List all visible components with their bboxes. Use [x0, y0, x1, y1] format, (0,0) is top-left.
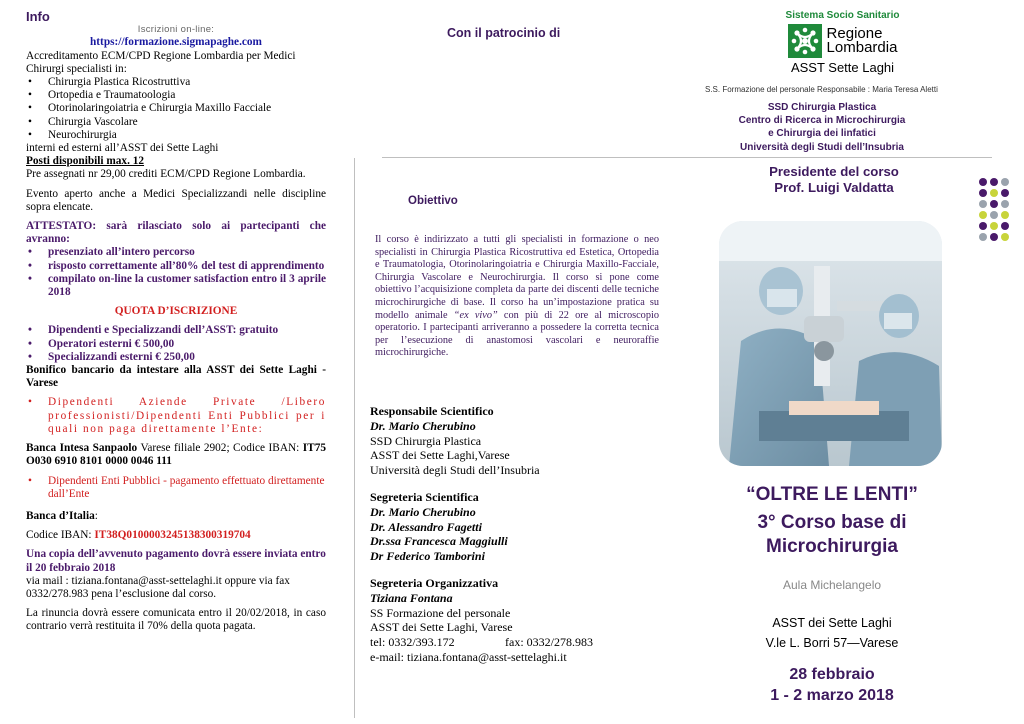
- segreteria-scientifica-name: Dr.ssa Francesca Maggiulli: [370, 534, 508, 549]
- course-dates: [712, 664, 952, 706]
- aula-label: Aula Michelangelo: [782, 578, 882, 592]
- decorative-dots-icon: [977, 176, 1017, 242]
- evento-text: Evento aperto anche a Medici Specializzandi nelle discipline sopra elencate.: [26, 187, 326, 213]
- segreteria-scientifica-name: Dr Federico Tamborini: [370, 549, 485, 564]
- info-title: Info: [26, 9, 50, 24]
- rinuncia-text: La rinuncia dovrà essere comunicata entro il 20/02/2018, in caso contrario verrà restituita il 70% della quota pagata.: [26, 607, 326, 633]
- course-subtitle-line: Microchirurgia: [766, 536, 898, 557]
- segreteria-organizzativa-block: [370, 576, 670, 665]
- iban-label: Codice IBAN:: [26, 529, 95, 542]
- banca-italia-colon: :: [94, 509, 98, 522]
- via-mail-text: via mail : tiziana.fontana@asst-settelaghi.it oppure via fax 0332/278.983 pena l’esclusione dal corso.: [26, 574, 290, 600]
- regione-logo-text: [827, 27, 898, 55]
- responsabile-name: Dr. Mario Cherubino: [370, 418, 476, 433]
- lombardia-word: Lombardia: [826, 39, 898, 56]
- venue-line: V.le L. Borri 57—Varese: [765, 636, 899, 650]
- copia-pagamento: Una copia dell’avvenuto pagamento dovrà essere inviata entro il 20 febbraio 2018: [26, 548, 326, 574]
- specialties-list: [26, 76, 326, 142]
- ssd-line: SSD Chirurgia Plastica: [767, 102, 877, 113]
- list-item: • Dipendenti Enti Pubblici - pagamento effettuato direttamente dall’Ente: [26, 475, 326, 501]
- responsabile-block: [370, 404, 670, 478]
- crediti-text: Pre assegnati nr 29,00 crediti ECM/CPD Regione Lombardia.: [26, 168, 306, 181]
- presidente-block: [744, 164, 924, 196]
- venue-block: [712, 613, 952, 653]
- list-item: • Neurochirurgia: [26, 129, 326, 142]
- quota-list: [26, 324, 326, 364]
- obiettivo-exvivo: “ex vivo”: [453, 309, 498, 321]
- banca-intesa-text: [26, 442, 326, 468]
- presidente-name: Prof. Luigi Valdatta: [774, 180, 894, 195]
- ssd-line: Centro di Ricerca in Microchirurgia: [738, 115, 906, 127]
- contacts-block: [370, 404, 670, 677]
- list-item: • Dipendenti e Specializzandi dell’ASST: gratuito: [26, 324, 326, 337]
- obiettivo-title: Obiettivo: [408, 195, 458, 207]
- divider-vertical: [354, 158, 355, 718]
- dip-private-list: [26, 396, 326, 436]
- segreteria-scientifica-name: Dr. Mario Cherubino: [370, 504, 476, 519]
- rosa-camuna-icon: [788, 24, 822, 58]
- bonifico-text: Bonifico bancario da intestare alla ASST dei Sette Laghi - Varese: [26, 364, 326, 390]
- phone-number: tel: 0332/393.172: [370, 635, 455, 650]
- course-subtitle-line: 3° Corso base di: [757, 512, 907, 533]
- interni-text: interni ed esterni all’ASST dei Sette Laghi: [26, 142, 219, 155]
- responsabile-title: Responsabile Scientifico: [370, 404, 494, 418]
- info-panel: [26, 10, 326, 634]
- responsabile-line: ASST dei Sette Laghi,Varese: [370, 448, 510, 463]
- banca-intesa-label: Banca Intesa Sanpaolo: [26, 442, 138, 455]
- list-item: • Operatori esterni € 500,00: [26, 338, 326, 351]
- dip-pubblici-list: [26, 475, 326, 501]
- segreteria-scientifica-title: Segreteria Scientifica: [370, 489, 479, 504]
- sistema-socio-sanitario: Sistema Socio Sanitario: [785, 10, 900, 21]
- registration-link[interactable]: https://formazione.sigmapaghe.com: [90, 36, 262, 49]
- segreteria-scientifica-block: [370, 490, 670, 564]
- date-line: 1 - 2 marzo 2018: [770, 687, 894, 704]
- segreteria-scientifica-name: Dr. Alessandro Fagetti: [370, 519, 482, 534]
- quota-title: QUOTA D’ISCRIZIONE: [114, 305, 238, 318]
- list-item: • compilato on-line la customer satisfaction entro il 3 aprile 2018: [26, 273, 326, 299]
- iscrizioni-label: Iscrizioni on-line:: [137, 24, 215, 36]
- list-item: • Specializzandi esterni € 250,00: [26, 351, 326, 364]
- regione-logo: [770, 24, 915, 58]
- posti-disponibili: Posti disponibili max. 12: [26, 155, 145, 168]
- segreteria-organizzativa-line: ASST dei Sette Laghi, Varese: [370, 620, 513, 635]
- ssd-line: Università degli Studi dell’Insubria: [740, 141, 904, 153]
- iban-intesa: IT75 O030 6910 8101 0000 0046 111: [26, 442, 326, 468]
- banca-italia-row: [26, 510, 326, 523]
- regione-word: Regione: [826, 25, 883, 42]
- ss-formazione-line: S.S. Formazione del personale Responsabile : Maria Teresa Aletti: [705, 85, 938, 94]
- segreteria-organizzativa-name: Tiziana Fontana: [370, 590, 453, 605]
- list-item: • Chirurgia Plastica Ricostruttiva: [26, 76, 326, 89]
- regione-lombardia-logo-block: [770, 10, 915, 75]
- patrocinio-label: Con il patrocinio di: [447, 26, 561, 40]
- responsabile-line: SSD Chirurgia Plastica: [370, 433, 482, 448]
- iban-italia: IT38Q0100003245138300319704: [94, 529, 251, 542]
- course-subtitle: [712, 511, 952, 559]
- obiettivo-text-1: Il corso è indirizzato a tutti gli specialisti in formazione o neo specialisti in Chirurgia Plastica Ricostruttiva ed Estetica, Ortopedia e Traumatologia, Otorinolaringoiatria e Chirurgia Maxillo-Facciale, Chirurgia Vascolare e Neurochirurgia. Il corso si pone come obiettivo l’acquisizione completa da parte dei discenti delle tecniche microchirurgiche di base. Il corso ha un’impostazione pratica su modello animale: [375, 234, 659, 321]
- attestato-list: [26, 246, 326, 299]
- accreditamento-text: Accreditamento ECM/CPD Regione Lombardia per Medici Chirurgi specialisti in:: [26, 49, 296, 75]
- list-item: • Otorinolaringoiatria e Chirurgia Maxillo Facciale: [26, 102, 326, 115]
- obiettivo-text-2: con più di 22 ore al microscopio operatorio. I partecipanti arriveranno a possedere la corretta tecnica per l’esecuzione di anastomosi vascolari e neuroraffie microchirurgiche.: [375, 309, 659, 359]
- surgery-photo: [719, 221, 942, 466]
- list-item: • risposto correttamente all’80% del test di apprendimento: [26, 260, 326, 273]
- course-title: “OLTRE LE LENTI”: [746, 484, 918, 505]
- fax-number: fax: 0332/278.983: [505, 635, 593, 650]
- email-address[interactable]: e-mail: tiziana.fontana@asst-settelaghi.it: [370, 649, 567, 664]
- date-line: 28 febbraio: [789, 666, 875, 683]
- segreteria-organizzativa-title: Segreteria Organizzativa: [370, 575, 499, 590]
- phone-fax-row: [370, 635, 670, 650]
- divider-horizontal: [382, 157, 992, 158]
- ssd-block: [722, 101, 922, 154]
- list-item: • Dipendenti Aziende Private /Libero professionisti/Dipendenti Enti Pubblici per i quali non paga direttamente l’Ente:: [26, 396, 326, 436]
- responsabile-line: Università degli Studi dell’Insubria: [370, 463, 540, 478]
- banca-italia-label: Banca d’Italia: [26, 509, 95, 522]
- ssd-line: e Chirurgia dei linfatici: [768, 128, 876, 140]
- segreteria-organizzativa-line: SS Formazione del personale: [370, 605, 511, 620]
- attestato-title: ATTESTATO: sarà rilasciato solo ai partecipanti che avranno:: [26, 220, 326, 246]
- iban-italia-row: [26, 529, 326, 542]
- obiettivo-text: [375, 234, 659, 360]
- list-item: • Chirurgia Vascolare: [26, 116, 326, 129]
- course-title-block: [712, 484, 952, 559]
- presidente-label: Presidente del corso: [769, 164, 899, 179]
- list-item: • Ortopedia e Traumatoologia: [26, 89, 326, 102]
- venue-line: ASST dei Sette Laghi: [772, 616, 892, 630]
- list-item: • presenziato all’intero percorso: [26, 246, 326, 259]
- banca-intesa-rest: Varese filiale 2902; Codice IBAN:: [137, 442, 303, 455]
- asst-name: ASST Sette Laghi: [790, 60, 895, 75]
